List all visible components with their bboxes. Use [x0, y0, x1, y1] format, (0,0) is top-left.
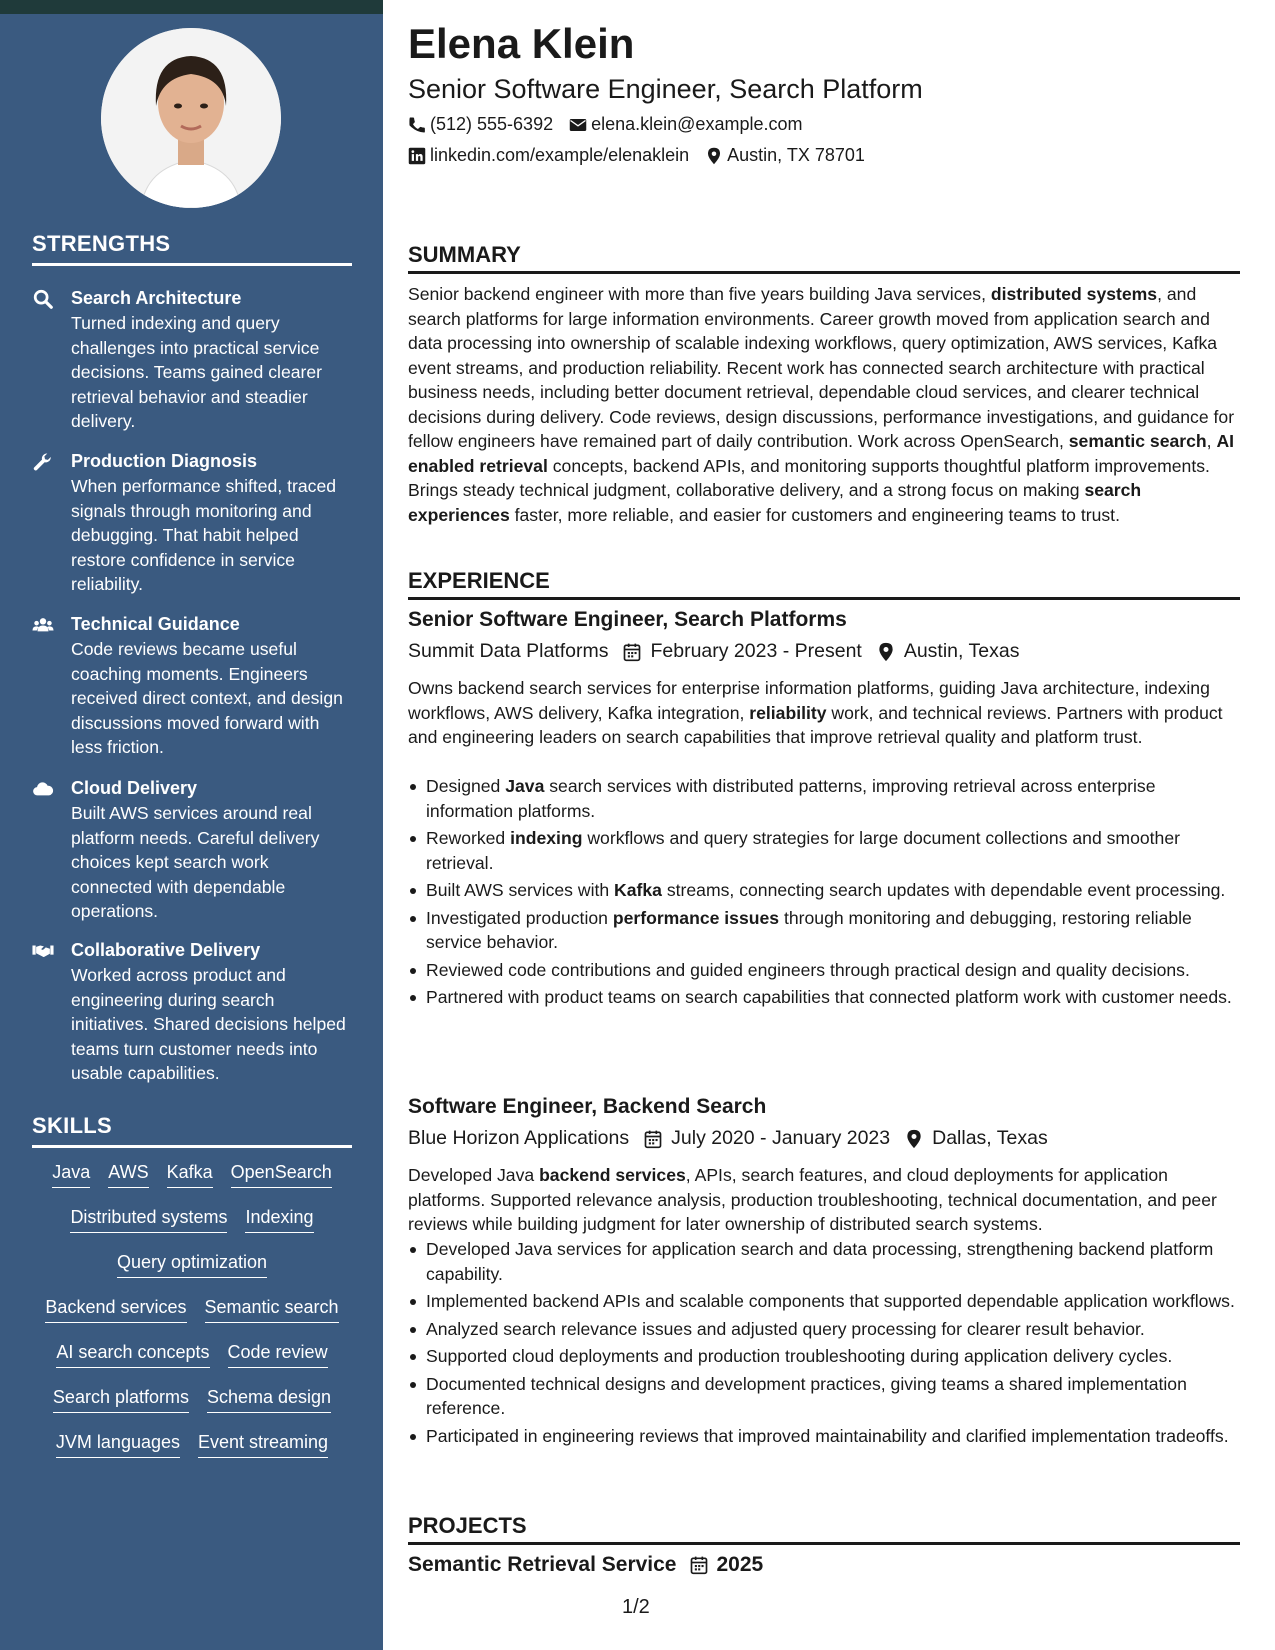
- job-bullet: [408, 1372, 1240, 1421]
- bullet-seg-bold: Kafka: [614, 880, 662, 900]
- job-dates-text: February 2023 - Present: [650, 640, 862, 662]
- skill-tag: AI search concepts: [56, 1340, 209, 1368]
- job-bullets: [408, 1237, 1240, 1451]
- bullet-seg: Investigated production: [426, 907, 613, 928]
- skills-row: [32, 1160, 352, 1188]
- bullet-seg: Supported cloud deployments and production troubleshooting during application delivery cycles.: [426, 1346, 1173, 1366]
- skill-tag: OpenSearch: [231, 1160, 332, 1188]
- bullet-seg: workflows and query strategies for large document collections and smoother retrieval.: [426, 828, 1180, 873]
- contact-phone: [408, 114, 553, 135]
- job-bullets: [408, 774, 1240, 1013]
- job-bullet: [408, 1344, 1240, 1369]
- job-bullet: [408, 1289, 1240, 1314]
- summary-seg-bold: semantic search: [1068, 431, 1207, 451]
- job-company: Summit Data Platforms: [408, 640, 609, 662]
- summary-seg-bold: search experiences: [408, 480, 1142, 525]
- person-name: Elena Klein: [408, 20, 635, 67]
- project-year: 2025: [716, 1553, 764, 1576]
- job-summary-seg: work, and technical reviews. Partners with product and engineering leaders on search capabilities that improve retrieval quality and platform trust.: [408, 702, 1223, 747]
- job-summary: [408, 1163, 1240, 1237]
- bullet-seg: Documented technical designs and development practices, giving teams a shared implementation reference.: [426, 1373, 1187, 1418]
- location-pin-icon: [705, 147, 723, 165]
- location-pin-icon: [876, 642, 896, 662]
- job-location-text: Austin, Texas: [903, 640, 1020, 662]
- summary-heading: SUMMARY: [408, 242, 1240, 274]
- skills-row: [32, 1250, 352, 1278]
- skill-tag: JVM languages: [56, 1430, 180, 1458]
- bullet-seg: through monitoring and debugging, restoring reliable service behavior.: [426, 907, 1192, 952]
- bullet-seg: streams, connecting search updates with dependable event processing.: [661, 880, 1226, 900]
- job-summary-seg-bold: reliability: [749, 702, 827, 723]
- job-meta: [408, 640, 1033, 663]
- job-title: Senior Software Engineer, Search Platforms: [408, 608, 847, 631]
- strength-title: Cloud Delivery: [71, 778, 198, 798]
- skill-tag: Backend services: [45, 1295, 186, 1323]
- summary-seg: concepts, backend APIs, and monitoring supports thoughtful platform improvements. Brings steady technical judgment, collaborative delivery, and a strong focus on making: [408, 455, 1210, 500]
- bullet-seg-bold: Java: [505, 776, 545, 796]
- summary-seg: , and search platforms for large information environments. Career growth moved from application search and data processing into ownership of scalable indexing workflows, query optimization, AWS services, Kafka event streams, and production reliability. Recent work has connected search architecture with practical business needs, including better document retrieval, dependable cloud services, and clearer technical decisions during delivery. Code reviews, design discussions, performance investigations, and guidance for fellow engineers have remained part of daily contribution. Work across OpenSearch,: [408, 284, 1235, 451]
- skill-tag: Kafka: [167, 1160, 213, 1188]
- skill-tag: Schema design: [207, 1385, 331, 1413]
- job-bullet: [408, 774, 1240, 823]
- job-summary-seg-bold: backend services: [539, 1165, 686, 1185]
- job-bullet: [408, 878, 1240, 903]
- bullet-seg: Developed Java services for application search and data processing, strengthening backend platform capability.: [426, 1239, 1214, 1284]
- users-icon: [32, 614, 54, 636]
- strength-description: Worked across product and engineering during search initiatives. Shared decisions helped teams turn customer needs into usable capabilities.: [71, 965, 346, 1083]
- skills-row: [32, 1385, 352, 1413]
- linkedin-text: linkedin.com/example/elenaklein: [430, 145, 690, 165]
- job-dates: [622, 640, 861, 663]
- profile-photo: [101, 28, 281, 208]
- job-summary-seg: Owns backend search services for enterprise information platforms, guiding Java architecture, indexing workflows, AWS delivery, Kafka integration,: [408, 678, 1210, 723]
- email-text: elena.klein@example.com: [591, 114, 803, 134]
- person-headline: Senior Software Engineer, Search Platform: [408, 74, 923, 104]
- sidebar: [0, 0, 383, 1650]
- strength-title: Production Diagnosis: [71, 451, 258, 471]
- job-summary-seg: Developed Java: [408, 1165, 540, 1185]
- calendar-icon: [643, 1129, 663, 1149]
- contact-row: [408, 114, 818, 135]
- job-dates: [643, 1127, 890, 1150]
- skill-tag: Java: [52, 1160, 90, 1188]
- bullet-seg: Designed: [426, 776, 506, 796]
- search-icon: [32, 288, 54, 310]
- summary-seg: ,: [1206, 431, 1217, 451]
- bullet-seg-bold: performance issues: [612, 907, 780, 928]
- skill-tag: Search platforms: [53, 1385, 189, 1413]
- bullet-seg: Reviewed code contributions and guided engineers through practical design and quality decisions.: [426, 959, 1190, 980]
- project-title: Semantic Retrieval Service: [408, 1553, 677, 1576]
- skills-heading: SKILLS: [32, 1113, 352, 1148]
- job-bullet: [408, 1424, 1240, 1449]
- bullet-seg: Partnered with product teams on search capabilities that connected platform work with customer needs.: [426, 987, 1232, 1007]
- linkedin-icon: [408, 147, 426, 165]
- job-bullet: [408, 1317, 1240, 1342]
- job-summary: [408, 676, 1240, 750]
- top-strip: [0, 0, 383, 14]
- job-dates-text: July 2020 - January 2023: [671, 1127, 891, 1149]
- wrench-icon: [32, 451, 54, 473]
- strength-description: Built AWS services around real platform needs. Careful delivery choices kept search work connected with dependable operations.: [71, 803, 320, 921]
- skill-tag: AWS: [108, 1160, 148, 1188]
- bullet-seg: search services with distributed patterns, improving retrieval across enterprise information platforms.: [426, 776, 1156, 821]
- handshake-icon: [32, 940, 54, 962]
- envelope-icon: [569, 116, 587, 134]
- skills-row: [32, 1430, 352, 1458]
- contact-email[interactable]: [569, 114, 802, 135]
- job-bullet: [408, 1237, 1240, 1286]
- skill-tag: Distributed systems: [70, 1205, 227, 1233]
- skill-tag: Semantic search: [205, 1295, 339, 1323]
- job-bullet: [408, 906, 1240, 955]
- location-pin-icon: [904, 1129, 924, 1149]
- strength-description: Turned indexing and query challenges into practical service decisions. Teams gained clearer retrieval behavior and steadier delivery.: [71, 313, 323, 431]
- bullet-seg: Participated in engineering reviews that improved maintainability and clarified implementation tradeoffs.: [426, 1425, 1229, 1446]
- strength-description: When performance shifted, traced signals through monitoring and debugging. That habit helped restore confidence in service reliability.: [71, 476, 337, 594]
- job-meta: [408, 1127, 1062, 1150]
- skill-tag: Event streaming: [198, 1430, 328, 1458]
- strength-title: Search Architecture: [71, 288, 242, 308]
- job-bullet: [408, 985, 1240, 1010]
- location-text: Austin, TX 78701: [727, 145, 865, 165]
- bullet-seg: Reworked: [426, 828, 511, 848]
- job-bullet: [408, 826, 1240, 875]
- strength-title: Technical Guidance: [71, 614, 240, 634]
- summary-seg-bold: distributed systems: [990, 284, 1158, 304]
- skill-tag: Query optimization: [117, 1250, 267, 1278]
- job-location: [876, 640, 1020, 663]
- profile-photo-icon: [101, 28, 281, 208]
- skills-row: [32, 1295, 352, 1323]
- strength-title: Collaborative Delivery: [71, 940, 261, 960]
- calendar-icon: [689, 1555, 709, 1575]
- page-number: 1/2: [622, 1596, 650, 1618]
- skills-row: [32, 1340, 352, 1368]
- phone-icon: [408, 116, 426, 134]
- calendar-icon: [622, 642, 642, 662]
- job-summary-seg: , APIs, search features, and cloud deployments for application platforms. Supported relevance analysis, production troubleshooting, technical documentation, and peer reviews while building judgment for later ownership of distributed search systems.: [408, 1165, 1217, 1234]
- job-title: Software Engineer, Backend Search: [408, 1095, 767, 1118]
- job-location: [904, 1127, 1048, 1150]
- cloud-icon: [32, 778, 54, 800]
- phone-text: (512) 555-6392: [430, 114, 554, 134]
- job-bullet: [408, 958, 1240, 983]
- summary-seg: Senior backend engineer with more than five years building Java services,: [408, 284, 991, 304]
- job-location-text: Dallas, Texas: [932, 1127, 1048, 1149]
- project-item: [408, 1553, 763, 1577]
- summary-text: [408, 282, 1240, 527]
- contact-linkedin[interactable]: [408, 145, 689, 166]
- contact-row: [408, 145, 881, 166]
- skills-row: [32, 1205, 352, 1233]
- projects-heading: PROJECTS: [408, 1513, 1240, 1545]
- experience-heading: EXPERIENCE: [408, 568, 1240, 600]
- summary-seg: faster, more reliable, and easier for customers and engineering teams to trust.: [509, 504, 1120, 525]
- summary-seg-bold: AI enabled retrieval: [408, 431, 1235, 476]
- strength-description: Code reviews became useful coaching moments. Engineers received direct context, and design discussions moved forward with less friction.: [71, 639, 343, 757]
- skill-tag: Code review: [228, 1340, 328, 1368]
- bullet-seg: Built AWS services with: [426, 880, 615, 900]
- bullet-seg: Implemented backend APIs and scalable components that supported dependable application workflows.: [426, 1291, 1235, 1311]
- bullet-seg-bold: indexing: [510, 828, 583, 848]
- bullet-seg: Analyzed search relevance issues and adjusted query processing for clearer result behavior.: [426, 1318, 1145, 1339]
- strengths-heading: STRENGTHS: [32, 231, 352, 266]
- contact-location: [705, 145, 865, 166]
- skill-tag: Indexing: [245, 1205, 313, 1233]
- job-company: Blue Horizon Applications: [408, 1127, 630, 1149]
